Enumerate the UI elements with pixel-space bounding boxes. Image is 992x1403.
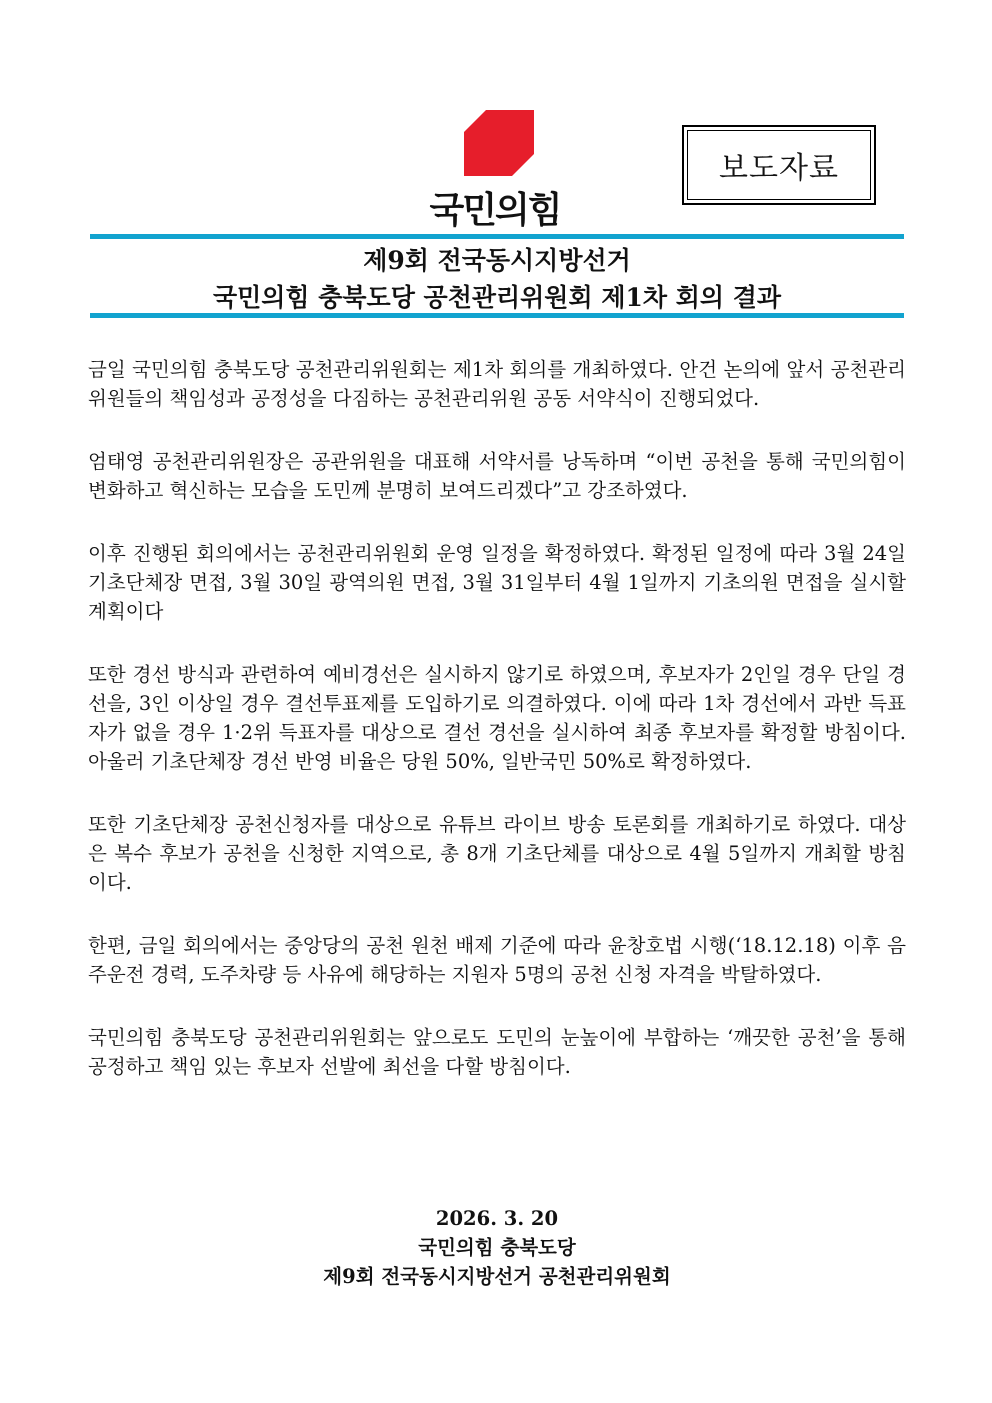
party-logo-mark [464,110,534,176]
signature-block [90,1204,904,1291]
press-release-badge [682,125,876,205]
headline-line-1: 제9회 전국동시지방선거 [363,246,631,275]
release-date: 2026. 3. 20 [435,1207,559,1230]
party-logo-text: 국민의힘 [429,190,561,231]
issuing-org: 국민의힘 충북도당 [418,1236,576,1259]
paragraph-primary-method: 또한 경선 방식과 관련하여 예비경선은 실시하지 않기로 하였으며, 후보자가 2인일 경우 단일 경선을, 3인 이상일 경우 결선투표제를 도입하기로 의결하였다. 이에 따라 1차 경선에서 과반 득표자가 없을 경우 1·2위 득표자를 대상으로 결선 경선을 실시하여 최종 후보자를 확정할 방침이다. 아울러 기초단체장 경선 반영 비율은 당원 50%, 일반국민 50%로 확정하였다. [88,663,906,773]
headline-bottom-rule [90,313,904,318]
paragraph-meeting-overview: 금일 국민의힘 충북도당 공천관리위원회는 제1차 회의를 개최하였다. 안건 논의에 앞서 공천관리위원들의 책임성과 공정성을 다짐하는 공천관리위원 공동 서약식이 진행되었다. [88,358,906,410]
article-body [88,355,906,1115]
paragraph-disqualification: 한편, 금일 회의에서는 중앙당의 공천 원천 배제 기준에 따라 윤창호법 시행(‘18.12.18) 이후 음주운전 경력, 도주차량 등 사유에 해당하는 지원자 5명의 공천 신청 자격을 박탈하였다. [88,934,906,986]
press-release-label: 보도자료 [687,130,871,200]
paragraph-closing: 국민의힘 충북도당 공천관리위원회는 앞으로도 도민의 눈높이에 부합하는 ‘깨끗한 공천’을 통해 공정하고 책임 있는 후보자 선발에 최선을 다할 방침이다. [88,1026,906,1078]
paragraph-debate: 또한 기초단체장 공천신청자를 대상으로 유튜브 라이브 방송 토론회를 개최하기로 하였다. 대상은 복수 후보가 공천을 신청한 지역으로, 총 8개 기초단체를 대상으로 4월 5일까지 개최할 방침이다. [88,813,906,894]
party-logo [410,110,580,230]
headline-line-2: 국민의힘 충북도당 공천관리위원회 제1차 회의 결과 [212,283,782,312]
paragraph-schedule: 이후 진행된 회의에서는 공천관리위원회 운영 일정을 확정하였다. 확정된 일정에 따라 3월 24일 기초단체장 면접, 3월 30일 광역의원 면접, 3월 31일부터 4월 1일까지 기초의원 면접을 실시할 계획이다 [88,542,906,623]
headline-top-rule [90,234,904,239]
paragraph-chair-pledge: 엄태영 공천관리위원장은 공관위원을 대표해 서약서를 낭독하며 “이번 공천을 통해 국민의힘이 변화하고 혁신하는 모습을 도민께 분명히 보여드리겠다”고 강조하였다. [88,450,906,502]
issuing-committee: 제9회 전국동시지방선거 공천관리위원회 [323,1265,671,1288]
